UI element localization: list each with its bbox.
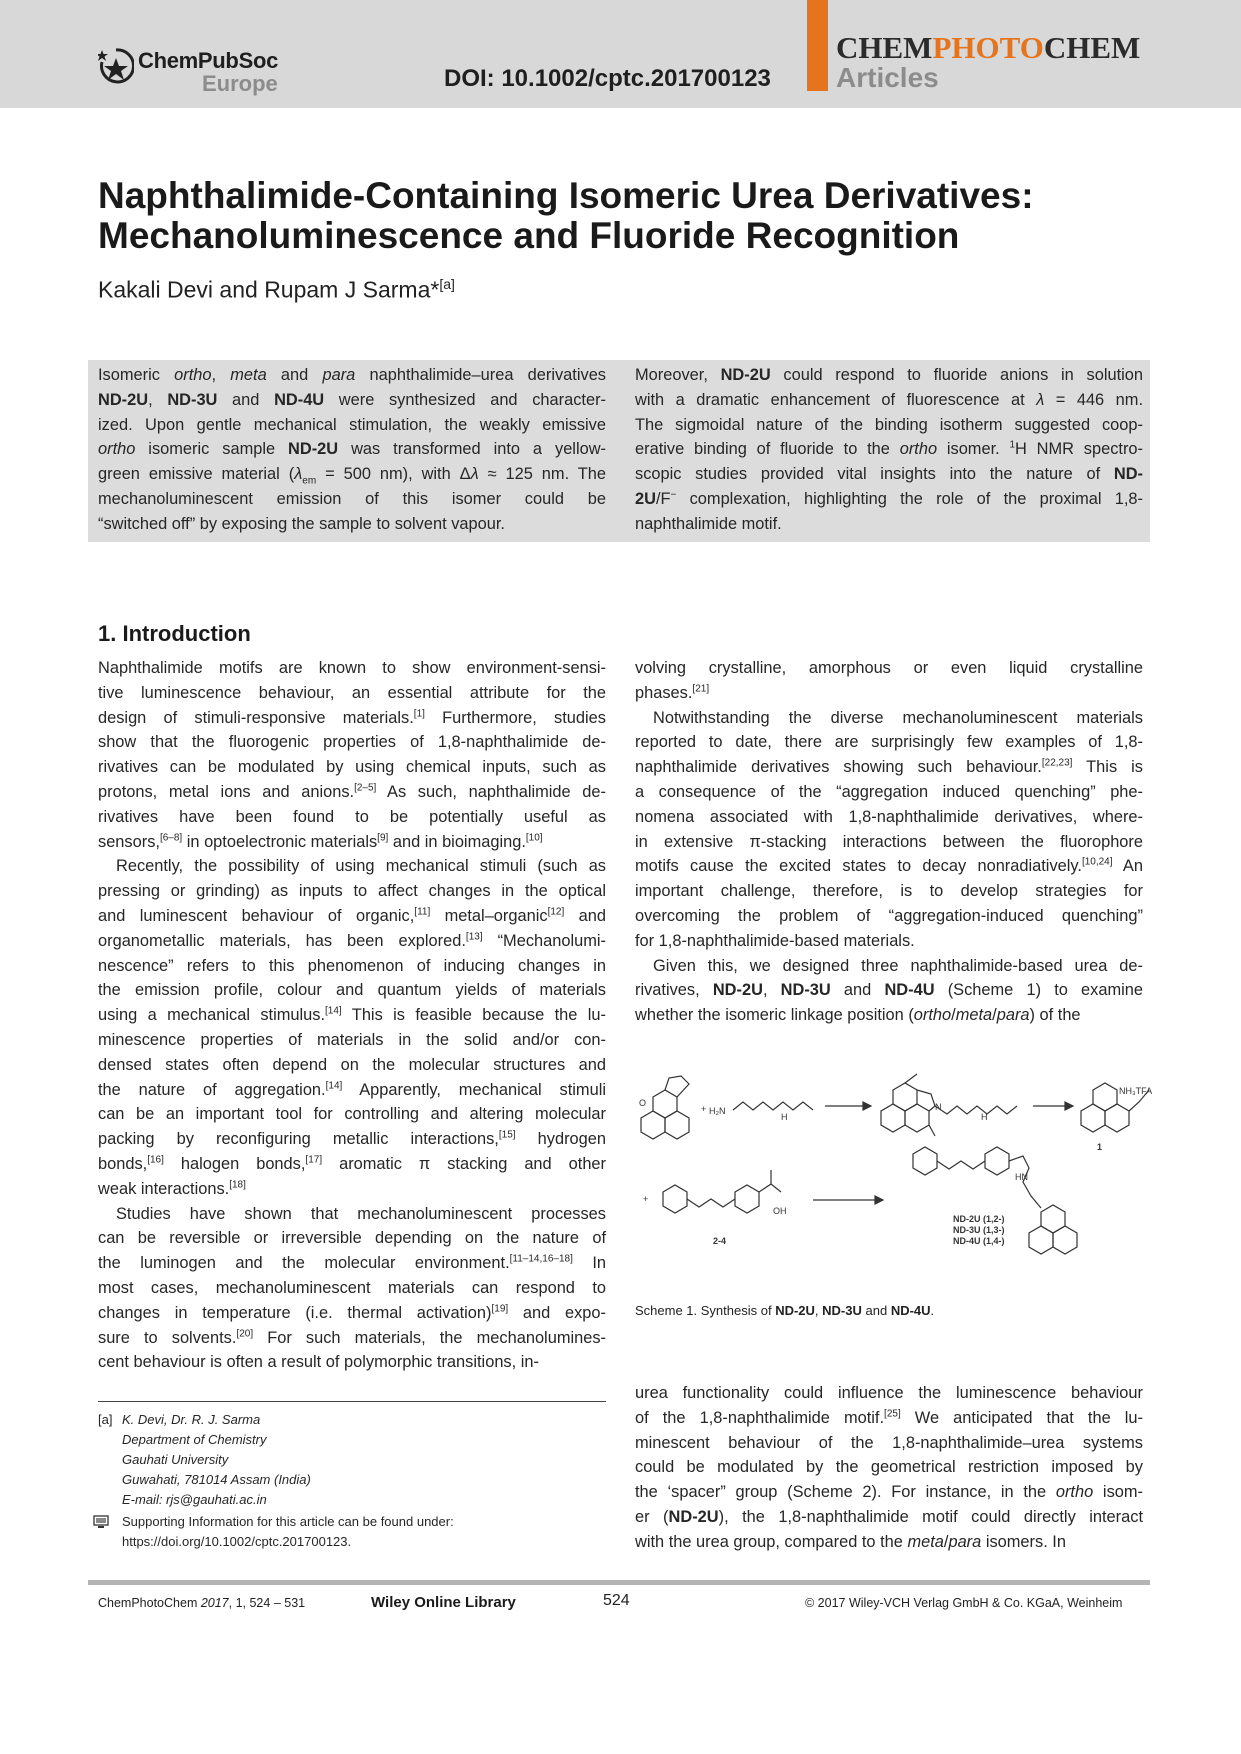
supporting-info-text: Supporting Information for this article can be found under:: [122, 1514, 454, 1529]
text-line: nescence” refers to this phenomenon of inducing changes in: [98, 956, 606, 975]
scheme-label-h: H: [781, 1112, 788, 1122]
scheme-label-h2n: H₂N: [709, 1106, 726, 1116]
text-line: changes in temperature (i.e. thermal activation)[19] and expo-: [98, 1303, 606, 1322]
scheme-label-hn: HN: [1015, 1172, 1028, 1182]
text-line: for 1,8-naphthalimide-based materials.: [635, 931, 915, 950]
text-line: could be modulated by the geometrical restriction imposed by: [635, 1458, 1143, 1477]
journal-name[interactable]: [836, 30, 1140, 66]
scheme-label-plus: +: [701, 1104, 707, 1114]
doi-header[interactable]: DOI: 10.1002/cptc.201700123: [444, 65, 771, 92]
text-line: Given this, we designed three naphthalimide-based urea de-: [653, 956, 1143, 975]
text-line: the emission profile, colour and quantum yields of materials: [98, 981, 606, 1000]
text-line: important challenge, therefore, is to develop strategies for: [635, 882, 1143, 901]
body-left-column: [98, 656, 606, 1375]
scheme-labels: [639, 1086, 1152, 1246]
title-line: Mechanoluminescence and Fluoride Recognition: [98, 215, 960, 256]
text-line: Notwithstanding the diverse mechanoluminescent materials: [653, 708, 1143, 727]
text-line: show that the fluorogenic properties of 1,8-naphthalimide de-: [98, 733, 606, 752]
scheme-label-o: O: [639, 1098, 647, 1108]
chain: [733, 1102, 813, 1110]
text-line: organometallic materials, has been explored.[13] “Mechanolumi-: [98, 931, 606, 950]
footnote-marker: [a]: [98, 1412, 113, 1427]
arrow-head: [863, 1102, 871, 1110]
author-list: [98, 276, 455, 304]
text-line: rivatives can be modulated by using chemical inputs, such as: [98, 758, 606, 777]
affiliation-line: Guwahati, 781014 Assam (India): [122, 1472, 311, 1487]
text-line: rivatives, ND-2U, ND-3U and ND-4U (Scheme 1) to examine: [635, 981, 1143, 1000]
section-heading-introduction: 1. Introduction: [98, 621, 251, 647]
chempubsoc-star-icon: [98, 46, 134, 90]
text-line: cent behaviour is often a result of polymorphic transitions, in-: [98, 1353, 539, 1372]
text-line: most cases, mechanoluminescent materials can respond to: [98, 1278, 606, 1297]
text-line: volving crystalline, amorphous or even liquid crystalline: [635, 659, 1143, 677]
paragraph: [635, 706, 1143, 954]
footer-citation: ChemPhotoChem 2017, 1, 524 – 531: [98, 1596, 306, 1610]
text-line: Recently, the possibility of using mechanical stimuli (such as: [116, 857, 606, 876]
scheme-label-nh3tfa: NH₃TFA: [1119, 1086, 1153, 1096]
ring: [665, 1111, 689, 1139]
text-line: minescence properties of materials in the solid and/or con-: [98, 1030, 606, 1049]
footnote-divider: [98, 1401, 606, 1402]
paragraph: [635, 1381, 1143, 1555]
scheme-label-plus: +: [643, 1194, 649, 1204]
text-line: reported to date, there are surprisingly few examples of 1,8-: [635, 733, 1143, 752]
accent-bar: [807, 0, 828, 91]
text-line: rivatives have been found to be potentially useful as: [98, 807, 606, 826]
text-line: bonds,[16] halogen bonds,[17] aromatic π stacking and other: [98, 1154, 607, 1173]
article-type-label: Articles: [836, 62, 939, 93]
supporting-information-note: [122, 1512, 454, 1552]
paragraph: [98, 656, 606, 854]
page-number: 524: [603, 1592, 630, 1609]
logo-text-primary: ChemPubSoc: [138, 48, 279, 73]
text-line: with a dramatic enhancement of fluorescence at λ = 446 nm.: [635, 390, 1143, 409]
text-line: in extensive π-stacking interactions between the fluorophore: [635, 832, 1143, 851]
affiliation-email[interactable]: E-mail: rjs@gauhati.ac.in: [122, 1492, 267, 1507]
journal-name-part-1: CHEM: [836, 30, 933, 65]
author-affiliation: [122, 1410, 311, 1510]
ring: [641, 1111, 665, 1139]
text-line: design of stimuli-responsive materials.[1] Furthermore, studies: [98, 708, 606, 727]
paragraph: [98, 1202, 606, 1376]
paragraph: [98, 854, 606, 1201]
footer-copyright: © 2017 Wiley-VCH Verlag GmbH & Co. KGaA, Weinheim: [805, 1596, 1123, 1610]
text-line: ND-2U, ND-3U and ND-4U were synthesized and character-: [98, 390, 606, 409]
author-affiliation-marker[interactable]: [a]: [439, 276, 455, 292]
text-line: protons, metal ions and anions.[2–5] As such, naphthalimide de-: [98, 782, 606, 801]
text-line: sure to solvents.[20] For such materials, the mechanolumines-: [98, 1328, 606, 1347]
affiliation-line: K. Devi, Dr. R. J. Sarma: [122, 1412, 261, 1427]
paragraph: [635, 954, 1143, 1028]
authors-text: Kakali Devi and Rupam J Sarma*: [98, 276, 440, 303]
abstract-right-column: [635, 363, 1143, 537]
text-line: and luminescent behaviour of organic,[11] metal–organic[12] and: [98, 906, 606, 925]
text-line: Isomeric ortho, meta and para naphthalimide–urea derivatives: [98, 366, 607, 384]
article-title: [98, 176, 1158, 256]
text-line: er (ND-2U), the 1,8-naphthalimide motif could directly interact: [635, 1507, 1144, 1526]
affiliation-line: Gauhati University: [122, 1452, 229, 1467]
wiley-online-library-link[interactable]: Wiley Online Library: [371, 1594, 516, 1611]
text-line: green emissive material ($\lambda_{em} = 500$ nm), with Δλ ≈ 125 nm. The: [98, 465, 606, 487]
logo-text-secondary: Europe: [202, 71, 278, 96]
text-line: with the urea group, compared to the meta/para isomers. In: [635, 1532, 1066, 1551]
text-line: can be an important tool for controlling and altering molecular: [98, 1105, 606, 1124]
text-line: Naphthalimide motifs are known to show environment-sensi-: [98, 659, 606, 677]
journal-name-part-2: PHOTO: [932, 30, 1044, 65]
compound-label-2-4: 2-4: [713, 1236, 727, 1246]
text-line: tive luminescence behaviour, an essential attribute for the: [98, 683, 606, 702]
text-line: The sigmoidal nature of the binding isotherm suggested coop-: [635, 415, 1143, 434]
anhydride-bond: [665, 1076, 689, 1097]
text-line: packing by reconfiguring metallic interactions,[15] hydrogen: [98, 1129, 607, 1149]
body-right-column-continued: [635, 1381, 1143, 1555]
title-line: Naphthalimide-Containing Isomeric Urea Derivatives:: [98, 175, 1034, 216]
text-line: ized. Upon gentle mechanical stimulation, the weakly emissive: [98, 415, 606, 434]
text-line: minescent behaviour of the 1,8-naphthalimide–urea systems: [635, 1433, 1143, 1452]
footer-divider: [88, 1580, 1150, 1585]
text-line: “switched off” by exposing the sample to solvent vapour.: [98, 514, 505, 533]
text-line: using a mechanical stimulus.[14] This is feasible because the lu-: [98, 1005, 606, 1025]
text-line: nomena associated with 1,8-naphthalimide derivatives, where-: [635, 807, 1143, 826]
text-line: motifs cause the excited states to decay nonradiatively.[10,24] An: [635, 856, 1143, 876]
text-line: the nature of aggregation.[14] Apparently, mechanical stimuli: [98, 1080, 606, 1099]
text-line: Studies have shown that mechanoluminescent processes: [116, 1204, 606, 1223]
body-right-column: [635, 656, 1143, 1028]
scheme-label-n: N: [935, 1102, 942, 1112]
text-line: sensors,[6–8] in optoelectronic materials[9] and in bioimaging.[10]: [98, 832, 543, 851]
text-line: erative binding of fluoride to the ortho isomer. $^1$H NMR spectro-: [635, 439, 1144, 459]
journal-name-part-3: CHEM: [1043, 30, 1141, 65]
isomer-label-nd-2u: ND-2U (1,2-): [953, 1214, 1005, 1224]
paragraph: [635, 656, 1143, 706]
text-line: the ‘spacer” group (Scheme 2). For instance, in the ortho isom-: [635, 1483, 1143, 1502]
isomer-label-nd-4u: ND-4U (1,4-): [953, 1236, 1005, 1246]
text-line: a consequence of the “aggregation induced quenching” phe-: [635, 782, 1143, 801]
text-line: mechanoluminescent emission of this isomer could be: [98, 489, 606, 508]
text-line: pressing or grinding) as inputs to affect changes in the optical: [98, 882, 606, 901]
scheme-label-h: H: [981, 1112, 988, 1122]
ring: [653, 1090, 677, 1118]
chempubsoc-logo[interactable]: [98, 46, 298, 98]
isomer-label-nd-3u: ND-3U (1,3-): [953, 1225, 1005, 1235]
abstract-left-column: [98, 363, 606, 537]
text-line: whether the isomeric linkage position (ortho/meta/para) of the: [635, 1006, 1081, 1025]
text-line: phases.[21]: [635, 683, 710, 702]
scheme-label-oh: OH: [773, 1206, 787, 1216]
text-line: naphthalimide motif.: [635, 514, 782, 533]
computer-icon: [93, 1515, 109, 1529]
text-line: of the 1,8-naphthalimide motif.[25] We anticipated that the lu-: [635, 1408, 1143, 1427]
compound-label-1: 1: [1097, 1142, 1103, 1152]
scheme-1-caption: Scheme 1. Synthesis of ND-2U, ND-3U and ND-4U.: [635, 1303, 935, 1318]
text-line: 2U/F− complexation, highlighting the role of the proximal 1,8-: [635, 489, 1143, 508]
text-line: densed states often depend on the molecular structures and: [98, 1055, 606, 1074]
text-line: weak interactions.[18]: [98, 1179, 246, 1198]
text-line: can be reversible or irreversible depending on the nature of: [98, 1229, 606, 1248]
text-line: urea functionality could influence the luminescence behaviour: [635, 1384, 1143, 1402]
text-line: Moreover, ND-2U could respond to fluoride anions in solution: [635, 366, 1143, 384]
affiliation-line: Department of Chemistry: [122, 1432, 267, 1447]
text-line: naphthalimide derivatives showing such behaviour.[22,23] This is: [635, 757, 1143, 777]
text-line: overcoming the problem of “aggregation-induced quenching”: [635, 906, 1143, 925]
supporting-info-link[interactable]: https://doi.org/10.1002/cptc.201700123.: [122, 1534, 352, 1549]
text-line: the luminogen and the molecular environment.[11–14,16–18] In: [98, 1253, 606, 1273]
text-line: ortho isomeric sample ND-2U was transformed into a yellow-: [98, 440, 606, 459]
scheme-1-figure: [635, 1062, 1155, 1287]
text-line: scopic studies provided vital insights into the nature of ND-: [635, 465, 1143, 484]
